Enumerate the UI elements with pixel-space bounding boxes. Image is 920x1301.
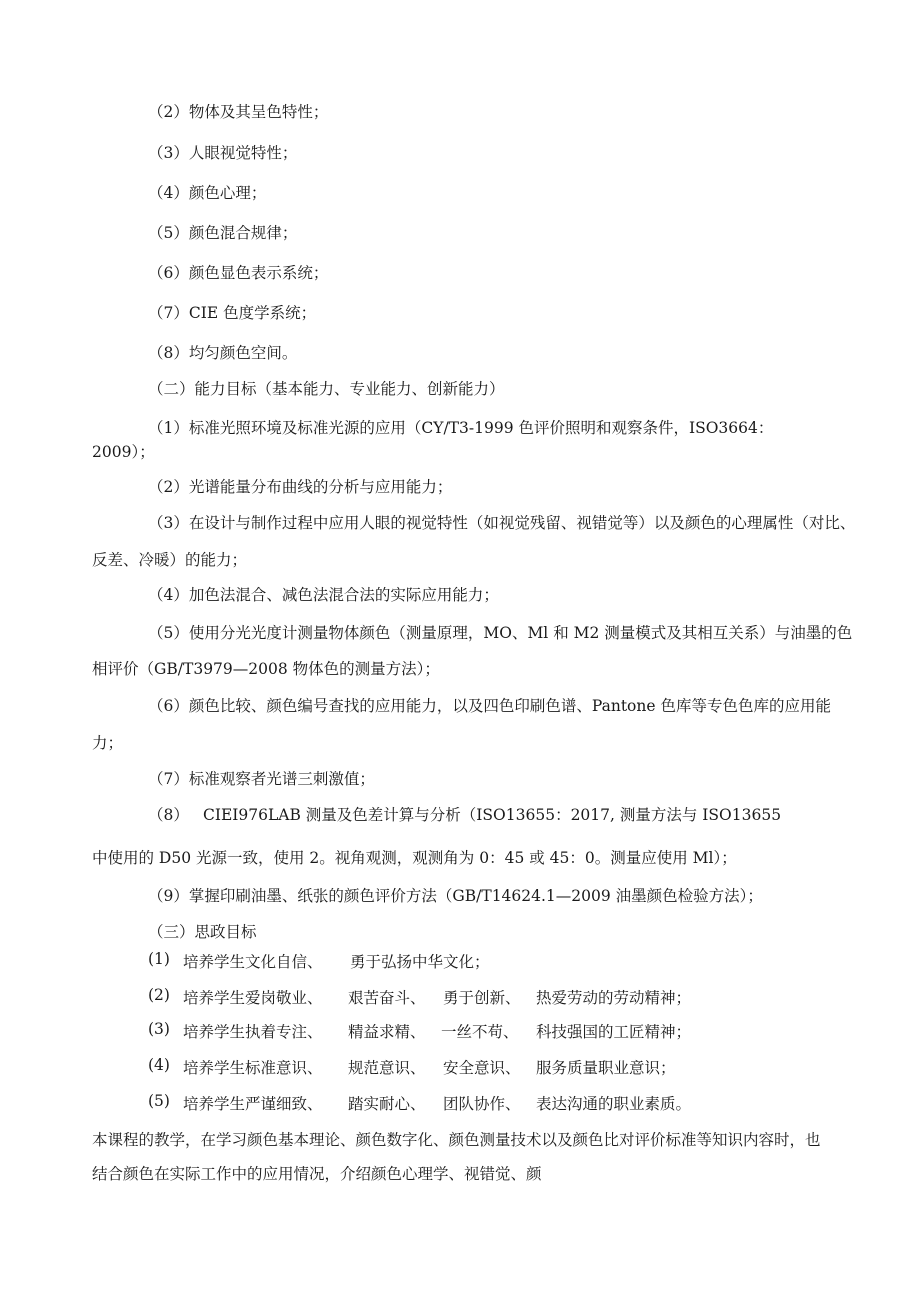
- ideology-num: (4): [148, 1056, 170, 1074]
- ability-item-5: （5）使用分光光度计测量物体颜色（测量原理，MO、Ml 和 M2 测量模式及其相互关系）与油墨的色: [148, 624, 853, 642]
- ability-item-6: （6）颜色比较、颜色编号查找的应用能力，以及四色印刷色谱、Pantone 色库等专色色库的应用能: [148, 697, 831, 715]
- ability-item-8: CIEI976LAB 测量及色差计算与分析（ISO13655：2017, 测量方法与 ISO13655: [203, 806, 782, 824]
- ideology-num: (5): [148, 1092, 170, 1110]
- ideology-col: 规范意识、: [348, 1059, 426, 1077]
- ability-item-6-cont: 力；: [92, 734, 124, 752]
- ideology-col: 一丝不苟、: [441, 1023, 519, 1041]
- ability-item-5-cont: 相评价（GB/T3979—2008 物体色的测量方法）；: [92, 660, 440, 678]
- ideology-col: 勇于创新、: [443, 989, 521, 1007]
- ideology-col: 热爱劳动的劳动精神；: [536, 989, 692, 1007]
- ideology-col: 踏实耐心、: [348, 1095, 426, 1113]
- ability-item-1-cont: 2009）；: [92, 443, 155, 461]
- knowledge-item: （5）颜色混合规律；: [148, 224, 298, 242]
- ideology-col: 培养学生爱岗敬业、: [183, 989, 323, 1007]
- ability-item-4: （4）加色法混合、减色法混合法的实际应用能力；: [148, 586, 499, 604]
- ideology-col: 培养学生执着专注、: [183, 1023, 323, 1041]
- ability-item-1: （1）标准光照环境及标准光源的应用（CY/T3-1999 色评价照明和观察条件，ISO3664：: [148, 419, 774, 437]
- ideology-col: 表达沟通的职业素质。: [536, 1095, 692, 1113]
- ability-item-3: （3）在设计与制作过程中应用人眼的视觉特性（如视觉残留、视错觉等）以及颜色的心理属性（对比、: [148, 514, 856, 532]
- knowledge-item: （3）人眼视觉特性；: [148, 144, 298, 162]
- knowledge-item: （8）均匀颜色空间。: [148, 344, 298, 362]
- ability-item-9: （9）掌握印刷油墨、纸张的颜色评价方法（GB/T14624.1—2009 油墨颜色检验方法）；: [148, 887, 763, 905]
- ideology-col: 艰苦奋斗、: [348, 989, 426, 1007]
- closing-paragraph-line: 本课程的教学，在学习颜色基本理论、颜色数字化、颜色测量技术以及颜色比对评价标准等知识内容时，也: [92, 1131, 821, 1149]
- ideology-col: 科技强国的工匠精神；: [536, 1023, 692, 1041]
- ability-item-7: （7）标准观察者光谱三刺激值；: [148, 770, 375, 788]
- ideology-num: (1): [148, 950, 170, 968]
- ideology-num: (2): [148, 986, 170, 1004]
- ideology-col: 培养学生文化自信、: [183, 953, 323, 971]
- closing-paragraph-line: 结合颜色在实际工作中的应用情况，介绍颜色心理学、视错觉、颜: [92, 1165, 542, 1183]
- ideology-num: (3): [148, 1020, 170, 1038]
- ideology-col: 勇于弘扬中华文化；: [350, 953, 490, 971]
- knowledge-item: （2）物体及其呈色特性；: [148, 103, 329, 121]
- knowledge-item: （4）颜色心理；: [148, 184, 267, 202]
- ability-item-2: （2）光谱能量分布曲线的分析与应用能力；: [148, 478, 453, 496]
- ability-item-8-cont: 中使用的 D50 光源一致，使用 2。视角观测，观测角为 0：45 或 45：0。测量应使用 Ml）；: [92, 849, 737, 867]
- ideology-col: 服务质量职业意识；: [536, 1059, 676, 1077]
- knowledge-item: （7）CIE 色度学系统；: [148, 304, 317, 322]
- section-heading-ideology: （三）思政目标: [148, 923, 257, 941]
- section-heading-ability: （二）能力目标（基本能力、专业能力、创新能力）: [148, 380, 505, 398]
- ability-item-3-cont: 反差、冷暖）的能力；: [92, 551, 248, 569]
- ideology-col: 培养学生严谨细致、: [183, 1095, 323, 1113]
- ideology-col: 培养学生标准意识、: [183, 1059, 323, 1077]
- ideology-col: 安全意识、: [443, 1059, 521, 1077]
- ideology-col: 精益求精、: [348, 1023, 426, 1041]
- knowledge-item: （6）颜色显色表示系统；: [148, 264, 329, 282]
- ideology-col: 团队协作、: [443, 1095, 521, 1113]
- ability-item-8-num: （8）: [148, 806, 189, 824]
